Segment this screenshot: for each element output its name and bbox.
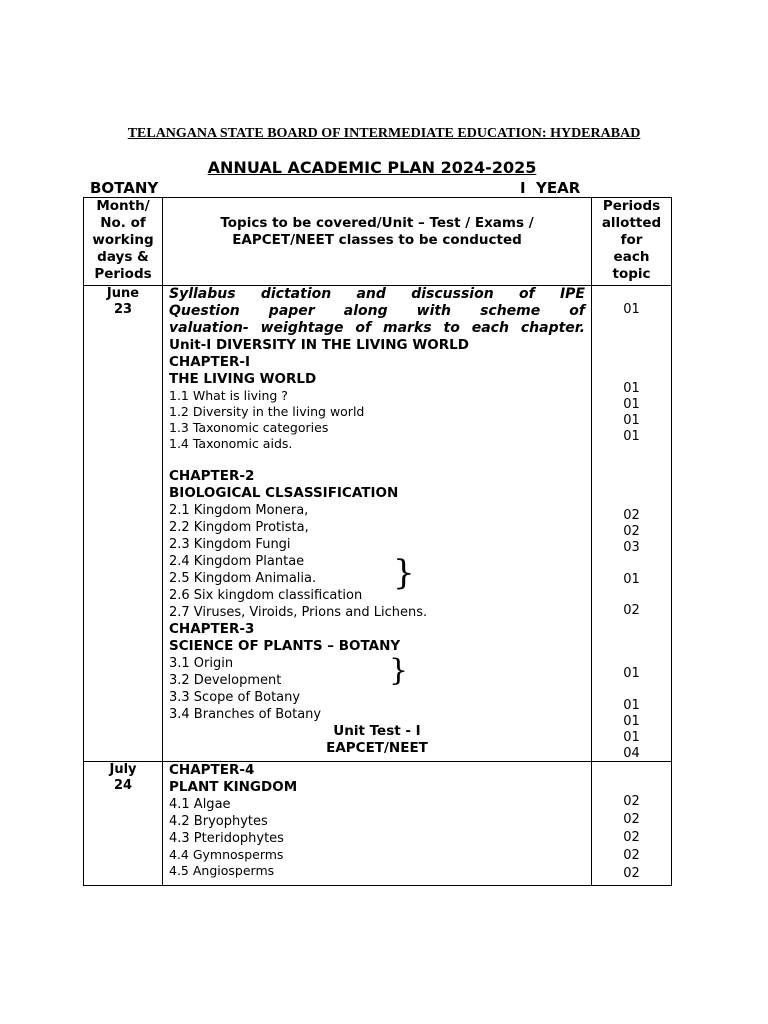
month-name: June	[106, 286, 140, 301]
period-value: 02	[623, 866, 640, 881]
board-title: TELANGANA STATE BOARD OF INTERMEDIATE EDUCATION: HYDERABAD	[127, 126, 641, 141]
period-value: 01	[623, 730, 640, 745]
right-brace-icon: }	[393, 553, 415, 593]
header-topics-line: Topics to be covered/Unit – Test / Exams /	[220, 215, 534, 231]
plan-title: ANNUAL ACADEMIC PLAN 2024-2025	[207, 158, 537, 177]
topics-cell-july	[163, 762, 592, 886]
header-periods-line: topic	[612, 266, 651, 282]
topic-line: 4.4 Gymnosperms	[169, 847, 284, 862]
chapter-title: PLANT KINGDOM	[169, 779, 298, 795]
chapter-heading: CHAPTER-3	[169, 621, 255, 637]
topic-line: 3.3 Scope of Botany	[169, 690, 301, 705]
chapter-heading: CHAPTER-2	[169, 468, 255, 484]
periods-cell-july	[592, 762, 672, 886]
chapter-title: BIOLOGICAL CLSASSIFICATION	[169, 485, 399, 501]
topic-line: valuation- weightage of marks to each chapter.	[169, 320, 585, 336]
period-value: 03	[623, 540, 640, 555]
header-month-line: working	[92, 232, 154, 248]
period-value: 02	[623, 524, 640, 539]
topic-line: 2.3 Kingdom Fungi	[169, 537, 291, 552]
chapter-heading: CHAPTER-4	[169, 762, 255, 778]
topic-line: Syllabus dictation and discussion of IPE	[169, 286, 585, 302]
unit-heading: Unit-I DIVERSITY IN THE LIVING WORLD	[169, 337, 469, 353]
header-periods-line: for	[620, 232, 643, 248]
topic-line: 3.2 Development	[169, 673, 282, 688]
topic-line: 2.5 Kingdom Animalia.	[169, 571, 317, 586]
period-value: 02	[623, 794, 640, 809]
chapter-title: SCIENCE OF PLANTS – BOTANY	[169, 638, 401, 654]
period-value: 01	[623, 666, 640, 681]
month-cell-june	[84, 286, 163, 762]
month-cell-july	[84, 762, 163, 886]
topic-line: 4.3 Pteridophytes	[169, 831, 284, 846]
topic-line: 2.4 Kingdom Plantae	[169, 554, 305, 569]
right-brace-icon: }	[389, 653, 409, 688]
topics-cell-june	[163, 286, 592, 762]
header-month-line: Month/	[96, 198, 150, 214]
year-label: I YEAR	[520, 179, 581, 197]
period-value: 01	[623, 714, 640, 729]
header-month-cell	[84, 198, 163, 286]
header-month-line: No. of	[100, 215, 146, 231]
header-periods-line: allotted	[601, 215, 662, 231]
header-periods-line: each	[613, 249, 650, 265]
topic-line: 1.1 What is living ?	[169, 388, 288, 403]
topic-line: 1.4 Taxonomic aids.	[169, 436, 293, 451]
period-value: 02	[623, 848, 640, 863]
header-periods-line: Periods	[602, 198, 661, 214]
period-value: 01	[623, 698, 640, 713]
period-value: 02	[623, 508, 640, 523]
header-topics-cell	[163, 198, 592, 286]
period-value: 02	[623, 812, 640, 827]
header-periods-cell	[592, 198, 672, 286]
topic-line: 1.2 Diversity in the living world	[169, 404, 365, 419]
topic-line: 2.6 Six kingdom classification	[169, 588, 363, 603]
topic-line: 4.1 Algae	[169, 797, 231, 812]
topic-line: 2.2 Kingdom Protista,	[169, 520, 309, 535]
working-days: 24	[113, 778, 133, 793]
topic-line: 2.7 Viruses, Viroids, Prions and Lichens.	[169, 605, 428, 620]
period-value: 02	[623, 603, 640, 618]
period-value: 04	[623, 746, 640, 761]
academic-plan-table	[83, 197, 672, 886]
eapcet-neet-label: EAPCET/NEET	[326, 740, 428, 756]
periods-cell-june	[592, 286, 672, 762]
table-header-row	[84, 198, 672, 286]
topic-line: 3.4 Branches of Botany	[169, 707, 322, 722]
period-value: 01	[623, 381, 640, 396]
topic-line: 4.2 Bryophytes	[169, 814, 268, 829]
header-month-line: days &	[97, 249, 149, 265]
chapter-title: THE LIVING WORLD	[169, 371, 317, 387]
period-value: 01	[623, 302, 640, 317]
period-value: 01	[623, 413, 640, 428]
period-value: 02	[623, 830, 640, 845]
table-row-july	[84, 762, 672, 886]
topic-line: 1.3 Taxonomic categories	[169, 420, 329, 435]
topic-line: Question paper along with scheme of	[169, 303, 585, 319]
period-value: 01	[623, 429, 640, 444]
topic-line: 4.5 Angiosperms	[169, 863, 275, 878]
period-value: 01	[623, 572, 640, 587]
unit-test-label: Unit Test - I	[333, 723, 421, 739]
header-topics-line: EAPCET/NEET classes to be conducted	[232, 232, 522, 248]
chapter-heading: CHAPTER-I	[169, 354, 250, 370]
topic-line: 3.1 Origin	[169, 656, 234, 671]
header-month-line: Periods	[94, 266, 152, 282]
topic-line: 2.1 Kingdom Monera,	[169, 503, 309, 518]
working-days: 23	[113, 302, 133, 317]
period-value: 01	[623, 397, 640, 412]
table-row-june	[84, 286, 672, 762]
subject-label: BOTANY	[90, 179, 159, 197]
month-name: July	[109, 762, 137, 777]
